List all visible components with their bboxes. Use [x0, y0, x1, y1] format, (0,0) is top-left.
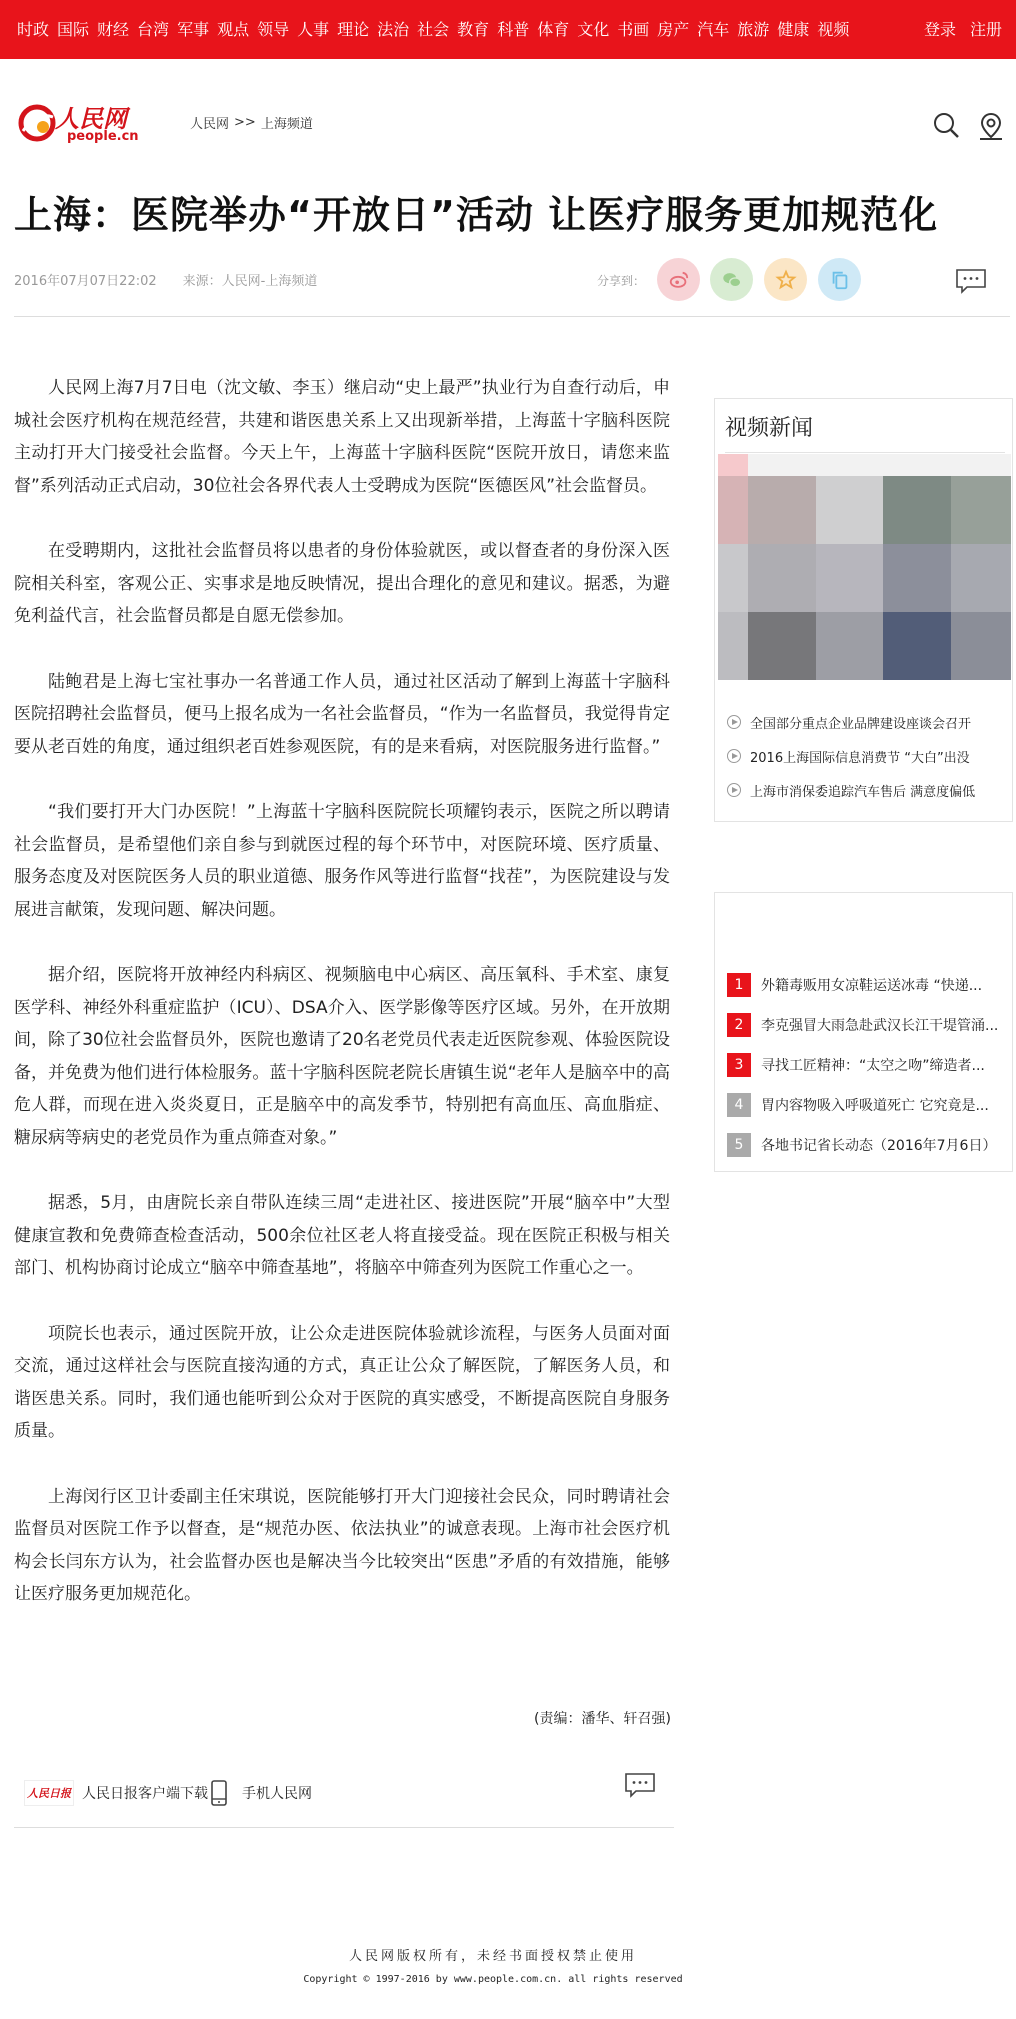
ranking-item-title: 李克强冒大雨急赴武汉长江干堤管涌... — [761, 1018, 999, 1034]
footer-copyright-cn: 人民网版权所有，未经书面授权禁止使用 — [348, 1949, 637, 1964]
copy-icon — [829, 269, 851, 291]
app-download-label: 人民日报客户端下载 — [82, 1786, 208, 1802]
nav-item[interactable]: 汽车 — [697, 20, 730, 39]
search-icon[interactable] — [932, 111, 960, 143]
nav-item[interactable]: 书画 — [617, 20, 650, 39]
ranking-list — [727, 965, 1007, 1165]
location-icon[interactable] — [978, 111, 1004, 145]
nav-item[interactable]: 健康 — [777, 20, 810, 39]
ranking-item-title: 寻找工匠精神：“太空之吻”缔造者... — [761, 1058, 985, 1074]
nav-item[interactable]: 台湾 — [137, 20, 170, 39]
category-nav — [17, 19, 857, 41]
nav-item[interactable]: 文化 — [577, 20, 610, 39]
nav-item[interactable]: 国际 — [57, 20, 90, 39]
bottom-divider — [14, 1827, 674, 1828]
article-bottom-bar — [14, 1770, 674, 1830]
share-copy-button[interactable] — [818, 258, 861, 301]
video-news-item-label: 2016上海国际信息消费节 “大白”出没 — [750, 750, 970, 766]
site-header — [0, 95, 1016, 155]
logo-mark-icon — [17, 103, 57, 143]
share-wechat-button[interactable] — [710, 258, 753, 301]
source-link[interactable]: 人民网-上海频道 — [221, 274, 318, 289]
nav-item[interactable]: 房产 — [657, 20, 690, 39]
article-paragraph: 据介绍，医院将开放神经内科病区、视频脑电中心病区、高压氧科、手术室、康复医学科、神经外科重症监护（ICU）、DSA介入、医学影像等医疗区域。另外，在开放期间，除了30位社会监督员外，医院也邀请了20名老党员代表走近医院参观、体验医院设备，并免费为他们进行体检服务。蓝十字脑科医院老院长唐镇生说“老年人是脑卒中的高危人群，而现在进入炎炎夏日，正是脑卒中的高发季节，特别把有高血压、高血脂症、糖尿病等病史的老党员作为重点筛查对象。” — [14, 965, 670, 1148]
share-weibo-button[interactable] — [657, 258, 700, 301]
article-paragraph: 人民网上海7月7日电（沈文敏、李玉）继启动“史上最严”执业行为自查行动后，申城社会医疗机构在规范经营，共建和谐医患关系上又出现新举措，上海蓝十字脑科医院主动打开大门接受社会监督。今天上午，上海蓝十字脑科医院“医院开放日，请您来监督”系列活动正式启动，30位社会各界代表人士受聘成为医院“医德医风”社会监督员。 — [14, 378, 670, 496]
play-icon — [727, 715, 741, 729]
wechat-icon — [721, 269, 743, 291]
mobile-site-label: 手机人民网 — [242, 1786, 312, 1802]
nav-item[interactable]: 社会 — [417, 20, 450, 39]
logo-text-en: people.cn — [67, 129, 139, 144]
header-divider — [14, 316, 1010, 317]
ranking-item[interactable] — [727, 965, 1007, 1005]
ranking-item-title: 胃内容物吸入呼吸道死亡 它究竟是... — [761, 1098, 989, 1114]
ranking-panel — [714, 892, 1013, 1172]
video-news-panel — [714, 398, 1013, 822]
ranking-item-title: 各地书记省长动态（2016年7月6日） — [761, 1138, 997, 1154]
mobile-icon — [210, 1780, 228, 1806]
ranking-item[interactable] — [727, 1085, 1007, 1125]
video-news-item-label: 全国部分重点企业品牌建设座谈会召开 — [750, 716, 972, 732]
article-title: 上海：医院举办“开放日”活动 让医疗服务更加规范化 — [14, 193, 939, 237]
nav-item[interactable]: 时政 — [17, 20, 50, 39]
rank-number: 4 — [727, 1093, 751, 1117]
site-footer — [0, 1945, 1016, 1985]
auth-links — [910, 19, 1002, 41]
article-paragraph: 据悉，5月，由唐院长亲自带队连续三周“走进社区、接进医院”开展“脑卒中”大型健康宣教和免费筛查检查活动，500余位社区老人将直接受益。现在医院正积极与相关部门、机构协商讨论成立“脑卒中筛查基地”，将脑卒中筛查列为医院工作重心之一。 — [14, 1193, 670, 1278]
breadcrumb-channel[interactable]: 上海频道 — [260, 117, 313, 132]
rank-number: 1 — [727, 973, 751, 997]
nav-item[interactable]: 观点 — [217, 20, 250, 39]
video-thumbnail[interactable] — [718, 454, 1011, 680]
nav-item[interactable]: 科普 — [497, 20, 530, 39]
rank-number: 5 — [727, 1133, 751, 1157]
app-download-link[interactable] — [24, 1780, 208, 1806]
article-paragraph: 项院长也表示，通过医院开放，让公众走进医院体验就诊流程，与医务人员面对面交流，通过这样社会与医院直接沟通的方式，真正让公众了解医院，了解医务人员，和谐医患关系。同时，我们通也能听到公众对于医院的真实感受，不断提高医院自身服务质量。 — [14, 1323, 670, 1441]
article-paragraph: “我们要打开大门办医院！”上海蓝十字脑科医院院长项耀钧表示，医院之所以聘请社会监督员，是希望他们亲自参与到就医过程的每个环节中，对医院环境、医疗质量、服务态度及对医院医务人员的职业道德、服务作风等进行监督“找茬”，为医院建设与发展进言献策，发现问题、解决问题。 — [14, 802, 670, 920]
ranking-item[interactable] — [727, 1005, 1007, 1045]
article-paragraph: 在受聘期内，这批社会监督员将以患者的身份体验就医，或以督查者的身份深入医院相关科室，客观公正、实事求是地反映情况，提出合理化的意见和建议。据悉，为避免利益代言，社会监督员都是自愿无偿参加。 — [14, 541, 670, 626]
nav-item[interactable]: 视频 — [817, 20, 850, 39]
article-source — [183, 270, 318, 289]
logo-text-cn: 人民网 — [55, 104, 127, 133]
play-icon — [727, 749, 741, 763]
video-news-item[interactable] — [727, 739, 1007, 773]
video-news-title: 视频新闻 — [725, 416, 814, 441]
nav-item[interactable]: 理论 — [337, 20, 370, 39]
ranking-item[interactable] — [727, 1125, 1007, 1165]
qzone-icon — [775, 269, 797, 291]
weibo-icon — [668, 269, 690, 291]
nav-item[interactable]: 教育 — [457, 20, 490, 39]
video-news-item[interactable] — [727, 773, 1007, 807]
rank-number: 3 — [727, 1053, 751, 1077]
publish-datetime: 2016年07月07日22:02 — [14, 274, 157, 289]
nav-item[interactable]: 法治 — [377, 20, 410, 39]
article-paragraph: 陆鲍君是上海七宝社事办一名普通工作人员，通过社区活动了解到上海蓝十字脑科医院招聘社会监督员，便马上报名成为一名社会监督员，“作为一名监督员，我觉得肯定要从老百姓的角度，通过组织老百姓参观医院，有的是来看病，对医院服务进行监督。” — [14, 671, 670, 757]
ranking-item-title: 外籍毒贩用女凉鞋运送冰毒 “快递... — [761, 978, 983, 994]
article-paragraph: 上海闵行区卫计委副主任宋琪说，医院能够打开大门迎接社会民众，同时聘请社会监督员对医院工作予以督查，是“规范办医、依法执业”的诚意表现。上海市社会医疗机构会长闫东方认为，社会监督办医也是解决当今比较突出“医患”矛盾的有效措施，能够让医疗服务更加规范化。 — [14, 1486, 670, 1604]
footer-copyright-en: Copyright © 1997-2016 by www.people.com.cn. all rights reserved — [303, 1974, 683, 1985]
video-news-list — [727, 705, 1007, 807]
top-nav-bar — [0, 0, 1016, 59]
nav-item[interactable]: 体育 — [537, 20, 570, 39]
article-meta — [14, 270, 317, 289]
video-news-item[interactable] — [727, 705, 1007, 739]
article-body — [14, 372, 670, 1644]
site-logo[interactable] — [17, 99, 137, 147]
app-logo: 人民日报 — [24, 1780, 74, 1806]
source-label: 来源： — [182, 274, 222, 289]
rank-number: 2 — [727, 1013, 751, 1037]
mobile-site-link[interactable] — [210, 1780, 312, 1806]
breadcrumb — [190, 113, 313, 132]
video-news-item-label: 上海市消保委追踪汽车售后 满意度偏低 — [750, 784, 976, 800]
login-link[interactable]: 登录 — [923, 20, 956, 39]
video-news-divider — [725, 452, 1005, 453]
editor-credit: (责编：潘华、轩召强) — [534, 1711, 671, 1727]
ranking-item[interactable] — [727, 1045, 1007, 1085]
share-label: 分享到： — [597, 274, 646, 288]
comment-icon[interactable] — [955, 268, 987, 298]
play-icon — [727, 783, 741, 797]
nav-item[interactable]: 人事 — [297, 20, 330, 39]
nav-item[interactable]: 旅游 — [737, 20, 770, 39]
nav-item[interactable]: 军事 — [177, 20, 210, 39]
nav-item[interactable]: 财经 — [97, 20, 130, 39]
comment-icon[interactable] — [624, 1772, 656, 1802]
breadcrumb-home[interactable]: 人民网 — [190, 117, 230, 132]
nav-item[interactable]: 领导 — [257, 20, 290, 39]
breadcrumb-separator: >> — [234, 115, 256, 130]
register-link[interactable]: 注册 — [969, 20, 1002, 39]
share-qzone-button[interactable] — [764, 258, 807, 301]
